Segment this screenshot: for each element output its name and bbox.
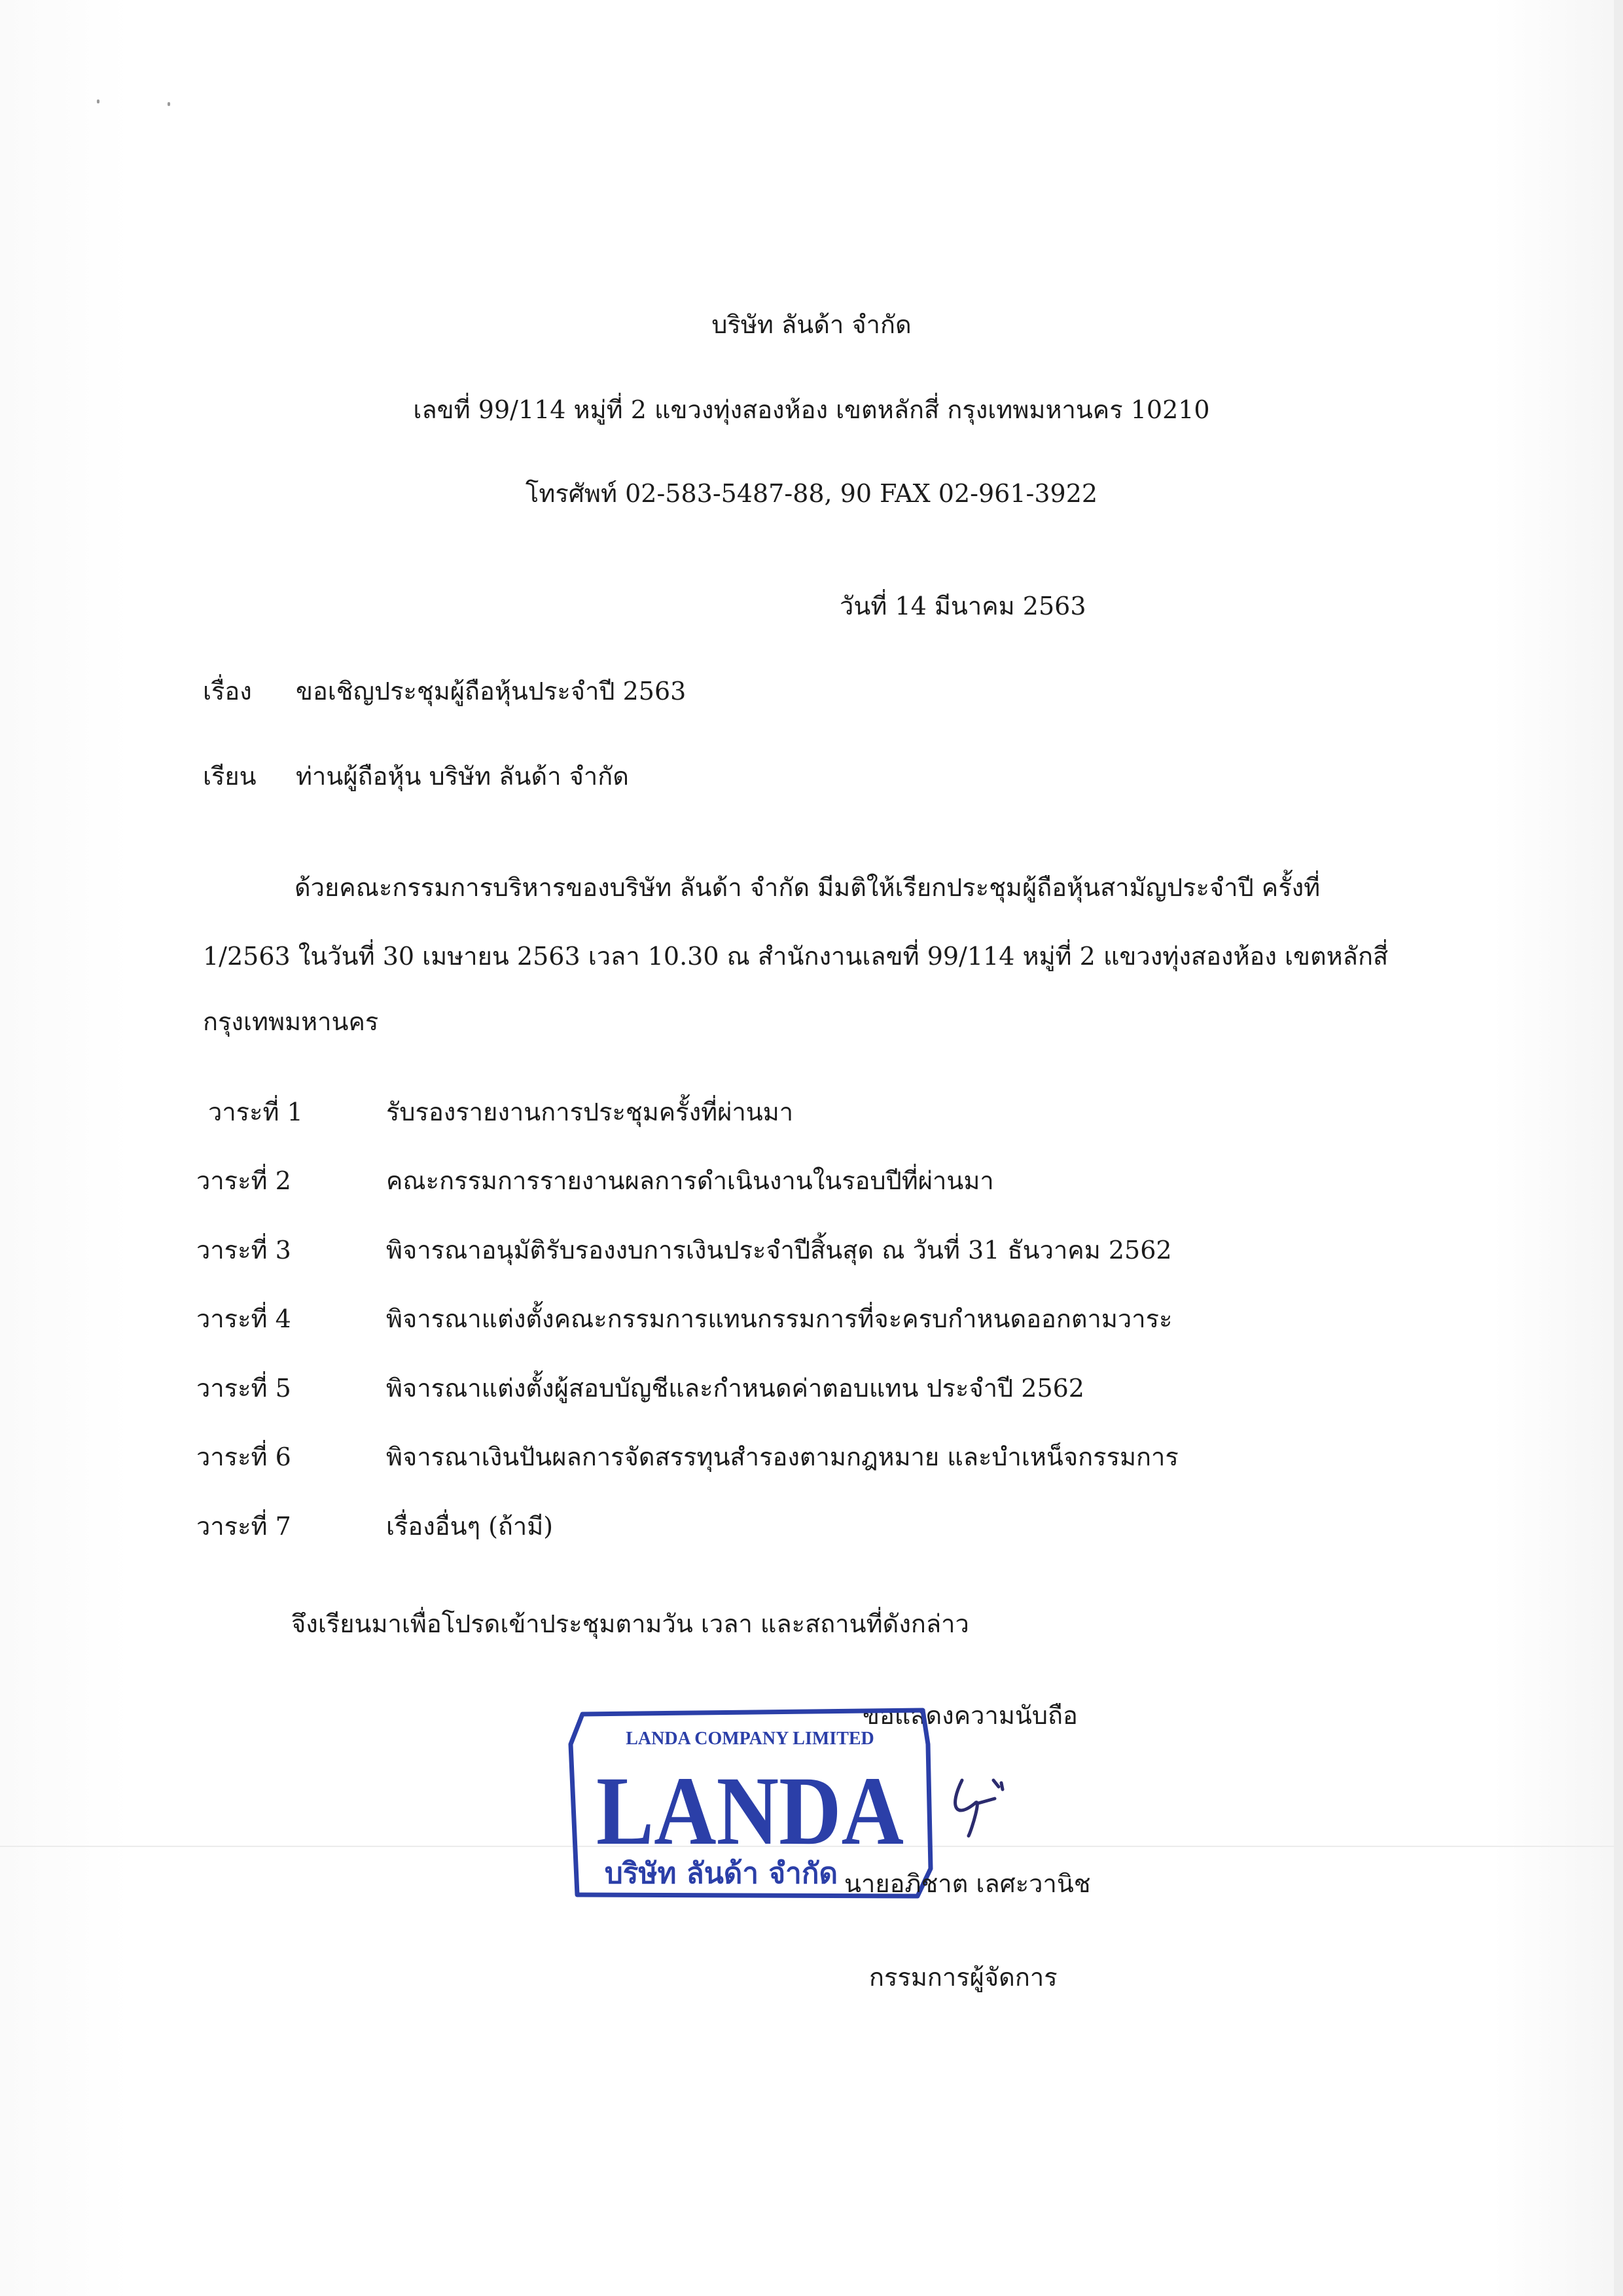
scan-speck — [168, 102, 170, 106]
agenda-number: วาระที่ 6 — [196, 1443, 291, 1471]
closing-line: จึงเรียนมาเพื่อโปรดเข้าประชุมตามวัน เวลา และสถานที่ดังกล่าว — [291, 1609, 969, 1638]
stamp-logo: LANDA — [596, 1757, 904, 1865]
agenda-text: พิจารณาแต่งตั้งผู้สอบบัญชีและกำหนดค่าตอบแทน ประจำปี 2562 — [386, 1374, 1084, 1403]
agenda-number: วาระที่ 5 — [196, 1374, 291, 1403]
paper-edge — [1614, 0, 1623, 2296]
body-line-2: 1/2563 ในวันที่ 30 เมษายน 2563 เวลา 10.30 ณ สำนักงานเลขที่ 99/114 หมู่ที่ 2 แขวงทุ่งสองห้อง เขตหลักสี่ — [203, 942, 1389, 971]
company-address: เลขที่ 99/114 หมู่ที่ 2 แขวงทุ่งสองห้อง เขตหลักสี่ กรุงเทพมหานคร 10210 — [413, 395, 1210, 424]
agenda-text: พิจารณาแต่งตั้งคณะกรรมการแทนกรรมการที่จะครบกำหนดออกตามวาระ — [386, 1304, 1173, 1333]
agenda-number: วาระที่ 7 — [196, 1512, 291, 1541]
company-contact: โทรศัพท์ 02-583-5487-88, 90 FAX 02-961-3922 — [525, 479, 1098, 508]
agenda-number: วาระที่ 1 — [208, 1098, 303, 1126]
agenda-item — [196, 1371, 1440, 1408]
scan-speck — [97, 99, 99, 103]
body-line-1: ด้วยคณะกรรมการบริหารของบริษัท ลันด้า จำกัด มีมติให้เรียกประชุมผู้ถือหุ้นสามัญประจำปี ครั้งที่ — [294, 873, 1321, 902]
agenda-item — [196, 1302, 1440, 1338]
agenda-item — [196, 1509, 1440, 1546]
agenda-item — [196, 1440, 1440, 1477]
agenda-text: คณะกรรมการรายงานผลการดำเนินงานในรอบปีที่ผ่านมา — [386, 1166, 994, 1195]
agenda-number: วาระที่ 2 — [196, 1166, 291, 1195]
agenda-text: พิจารณาอนุมัติรับรองงบการเงินประจำปีสิ้นสุด ณ วันที่ 31 ธันวาคม 2562 — [386, 1236, 1172, 1265]
agenda-text: เรื่องอื่นๆ (ถ้ามี) — [386, 1512, 554, 1541]
signer-name: นายอภิชาต เลศะวานิช — [844, 1869, 1091, 1898]
stamp-bottom-text: บริษัท ลันด้า จำกัด — [604, 1857, 838, 1890]
agenda-item — [196, 1164, 1440, 1200]
agenda-text: พิจารณาเงินปันผลการจัดสรรทุนสำรองตามกฎหมาย และบำเหน็จกรรมการ — [386, 1443, 1179, 1471]
regards-line: ขอแสดงความนับถือ — [863, 1701, 1078, 1730]
agenda-item — [196, 1233, 1440, 1270]
agenda-item — [208, 1095, 1452, 1132]
subject-text: ขอเชิญประชุมผู้ถือหุ้นประจำปี 2563 — [296, 677, 687, 706]
body-line-3: กรุงเทพมหานคร — [203, 1007, 379, 1036]
signature — [942, 1767, 1008, 1839]
to-label: เรียน — [203, 762, 257, 791]
subject-label: เรื่อง — [203, 677, 252, 706]
agenda-number: วาระที่ 4 — [196, 1304, 291, 1333]
letter-date: วันที่ 14 มีนาคม 2563 — [840, 592, 1086, 620]
agenda-text: รับรองรายงานการประชุมครั้งที่ผ่านมา — [386, 1098, 794, 1126]
agenda-number: วาระที่ 3 — [196, 1236, 291, 1265]
company-name: บริษัท ลันด้า จำกัด — [711, 310, 912, 339]
to-text: ท่านผู้ถือหุ้น บริษัท ลันด้า จำกัด — [296, 762, 629, 791]
signer-title: กรรมการผู้จัดการ — [869, 1963, 1058, 1992]
stamp-top-text: LANDA COMPANY LIMITED — [626, 1729, 874, 1749]
